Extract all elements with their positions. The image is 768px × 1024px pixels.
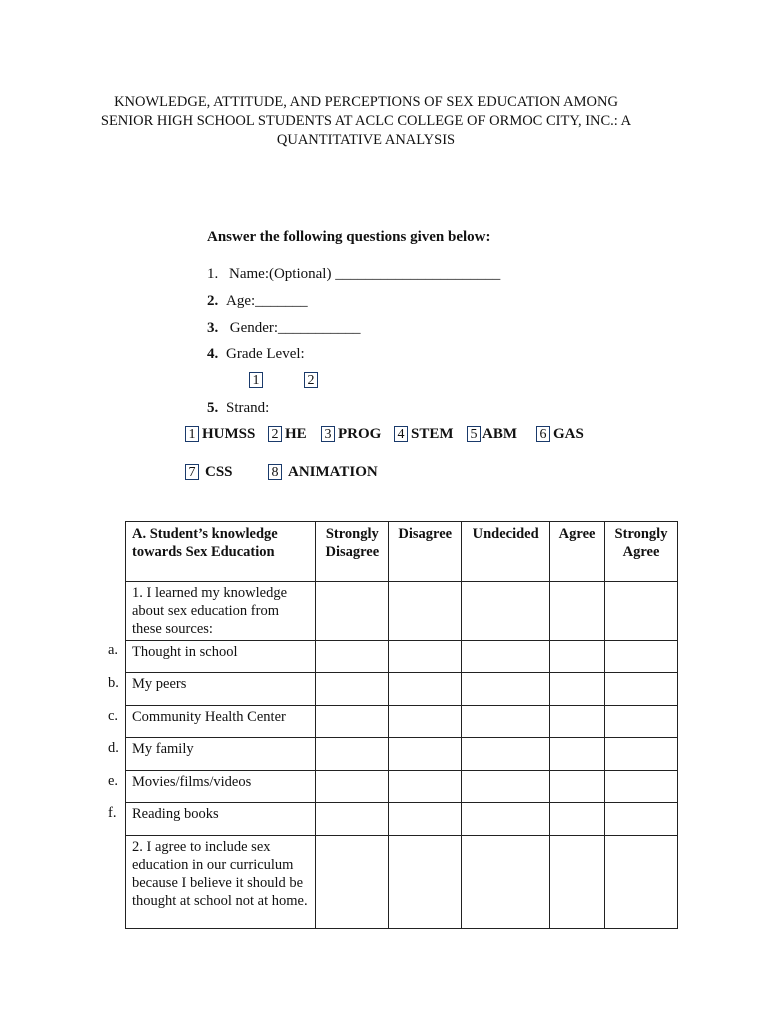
strand-option-animation[interactable]: [268, 464, 378, 481]
table-row: [126, 738, 678, 771]
scale-header: Strongly Disagree: [316, 522, 389, 582]
table-row: [126, 706, 678, 738]
question-number: 4.: [207, 346, 219, 362]
response-cell[interactable]: [462, 673, 550, 706]
response-cell[interactable]: [462, 641, 550, 673]
row-letter: f.: [108, 805, 117, 821]
response-cell[interactable]: [316, 641, 389, 673]
response-cell[interactable]: [550, 582, 605, 641]
strand-option-abm[interactable]: [467, 426, 517, 443]
strand-option-gas[interactable]: [536, 426, 584, 443]
question-number: 1.: [207, 266, 219, 282]
response-cell[interactable]: [605, 641, 678, 673]
response-cell[interactable]: [462, 738, 550, 771]
section-header: A. Student’s knowledge towards Sex Education: [126, 522, 316, 582]
response-cell[interactable]: [462, 582, 550, 641]
grade-option-1[interactable]: [249, 372, 263, 389]
checkbox[interactable]: 6: [536, 426, 550, 442]
response-cell[interactable]: [550, 836, 605, 929]
title-line-1: KNOWLEDGE, ATTITUDE, AND PERCEPTIONS OF SEX EDUCATION AMONG: [114, 94, 618, 110]
scale-header: Disagree: [389, 522, 462, 582]
strand-option-css[interactable]: [185, 464, 233, 481]
question-name: [207, 266, 500, 283]
checkbox[interactable]: 1: [249, 372, 263, 388]
table-row: [126, 582, 678, 641]
statement-cell: Thought in school: [126, 641, 316, 673]
question-text[interactable]: Name:(Optional) ______________________: [229, 266, 501, 282]
strand-label: PROG: [338, 426, 382, 442]
question-text: Strand:: [226, 400, 270, 416]
response-cell[interactable]: [389, 706, 462, 738]
response-cell[interactable]: [605, 582, 678, 641]
statement-cell: My family: [126, 738, 316, 771]
table-row: [126, 803, 678, 836]
response-cell[interactable]: [389, 771, 462, 803]
strand-option-he[interactable]: [268, 426, 307, 443]
response-cell[interactable]: [550, 641, 605, 673]
row-letter: c.: [108, 708, 119, 724]
response-cell[interactable]: [389, 582, 462, 641]
table-row: [126, 641, 678, 673]
question-age: [207, 293, 308, 310]
response-cell[interactable]: [389, 738, 462, 771]
grade-option-2[interactable]: [304, 372, 318, 389]
response-cell[interactable]: [462, 771, 550, 803]
response-cell[interactable]: [462, 803, 550, 836]
strand-option-humss[interactable]: [185, 426, 255, 443]
response-cell[interactable]: [389, 641, 462, 673]
question-number: 3.: [207, 320, 219, 336]
question-number: 5.: [207, 400, 219, 416]
statement-cell: Reading books: [126, 803, 316, 836]
checkbox[interactable]: 2: [304, 372, 318, 388]
question-number: 2.: [207, 293, 219, 309]
checkbox[interactable]: 3: [321, 426, 335, 442]
response-cell[interactable]: [462, 836, 550, 929]
response-cell[interactable]: [316, 706, 389, 738]
checkbox[interactable]: 2: [268, 426, 282, 442]
instruction-text: Answer the following questions given below:: [207, 229, 491, 245]
strand-option-prog[interactable]: [321, 426, 381, 443]
response-cell[interactable]: [316, 738, 389, 771]
question-strand: [207, 400, 269, 417]
scale-header: Undecided: [462, 522, 550, 582]
survey-table: [125, 521, 678, 929]
title-line-2: SENIOR HIGH SCHOOL STUDENTS AT ACLC COLLEGE OF ORMOC CITY, INC.: A: [100, 113, 632, 129]
response-cell[interactable]: [316, 803, 389, 836]
row-letter: e.: [108, 773, 119, 789]
checkbox[interactable]: 7: [185, 464, 199, 480]
response-cell[interactable]: [462, 706, 550, 738]
response-cell[interactable]: [550, 803, 605, 836]
response-cell[interactable]: [550, 706, 605, 738]
response-cell[interactable]: [605, 706, 678, 738]
response-cell[interactable]: [316, 673, 389, 706]
statement-cell: 2. I agree to include sex education in our curriculum because I believe it should be thought at school not at home.: [126, 836, 316, 929]
title-line-3: QUANTITATIVE ANALYSIS: [276, 132, 456, 148]
question-grade-level: [207, 346, 305, 363]
strand-option-stem[interactable]: [394, 426, 454, 443]
question-text[interactable]: Gender:___________: [226, 320, 361, 336]
checkbox[interactable]: 5: [467, 426, 481, 442]
response-cell[interactable]: [605, 771, 678, 803]
response-cell[interactable]: [605, 836, 678, 929]
strand-label: HE: [285, 426, 307, 442]
strand-label: STEM: [411, 426, 454, 442]
table-row: [126, 771, 678, 803]
response-cell[interactable]: [550, 673, 605, 706]
response-cell[interactable]: [389, 836, 462, 929]
table-header-row: [126, 522, 678, 582]
scale-header: Strongly Agree: [605, 522, 678, 582]
statement-cell: 1. I learned my knowledge about sex education from these sources:: [126, 582, 316, 641]
table-row: [126, 836, 678, 929]
strand-label: HUMSS: [202, 426, 256, 442]
question-gender: [207, 320, 361, 337]
response-cell[interactable]: [605, 803, 678, 836]
response-cell[interactable]: [389, 673, 462, 706]
row-letter: a.: [108, 642, 119, 658]
document-title: [60, 93, 672, 150]
response-cell[interactable]: [316, 582, 389, 641]
strand-label: ANIMATION: [288, 464, 378, 480]
row-letter: d.: [108, 740, 119, 756]
checkbox[interactable]: 8: [268, 464, 282, 480]
response-cell[interactable]: [316, 771, 389, 803]
checkbox[interactable]: 1: [185, 426, 199, 442]
question-text: Grade Level:: [226, 346, 305, 362]
response-cell[interactable]: [550, 738, 605, 771]
response-cell[interactable]: [389, 803, 462, 836]
strand-label: ABM: [482, 426, 517, 442]
response-cell[interactable]: [605, 673, 678, 706]
strand-label: CSS: [205, 464, 233, 480]
table-row: [126, 673, 678, 706]
scale-header: Agree: [550, 522, 605, 582]
response-cell[interactable]: [605, 738, 678, 771]
statement-cell: Community Health Center: [126, 706, 316, 738]
checkbox[interactable]: 4: [394, 426, 408, 442]
statement-cell: My peers: [126, 673, 316, 706]
question-text[interactable]: Age:_______: [226, 293, 308, 309]
response-cell[interactable]: [550, 771, 605, 803]
statement-cell: Movies/films/videos: [126, 771, 316, 803]
strand-label: GAS: [553, 426, 584, 442]
response-cell[interactable]: [316, 836, 389, 929]
row-letter: b.: [108, 675, 119, 691]
